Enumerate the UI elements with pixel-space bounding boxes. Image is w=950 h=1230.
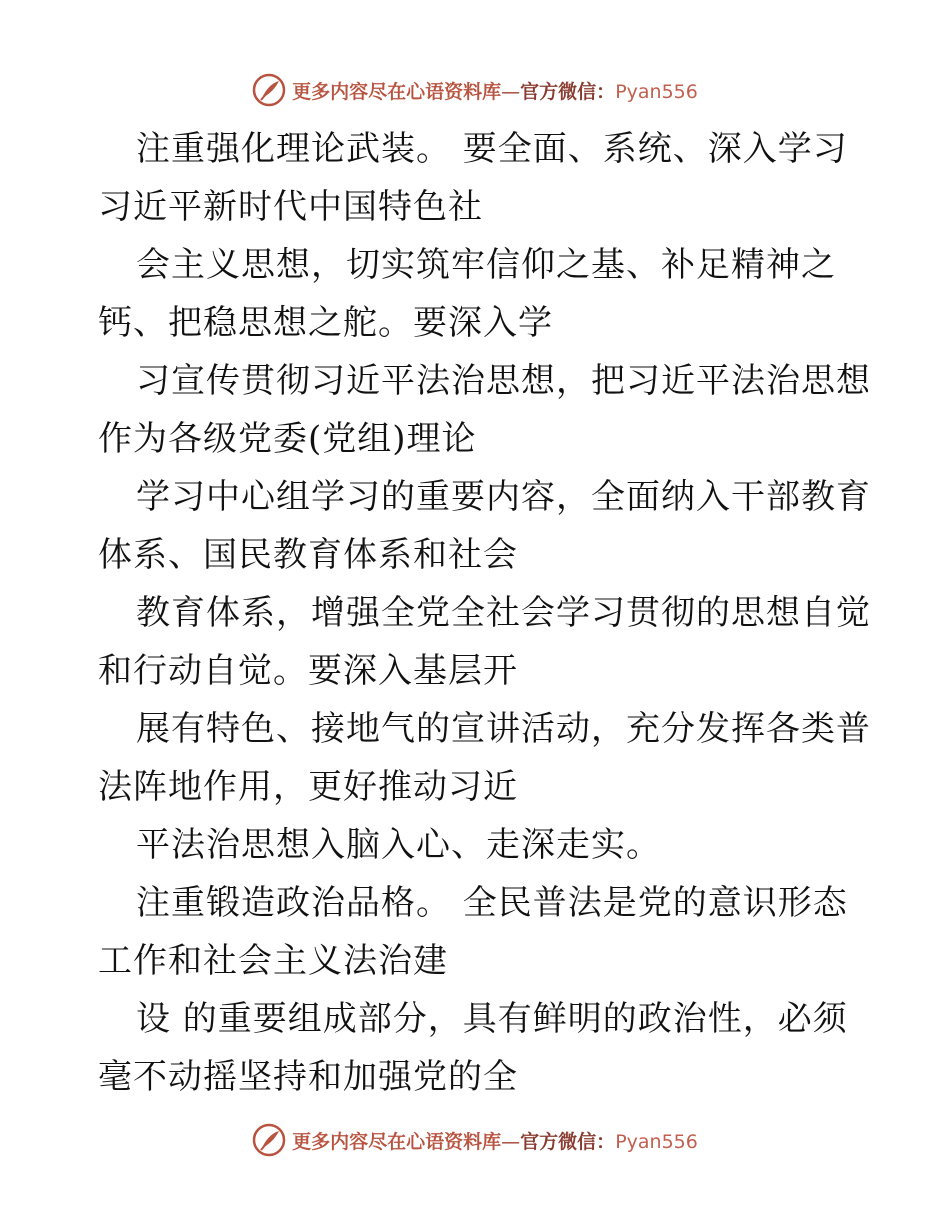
text-line: 钙、把稳思想之舵。要深入学 [98, 303, 553, 343]
text-line: 学习中心组学习的重要内容，全面纳入干部教育 [136, 477, 871, 517]
text-line: 注重锻造政治品格。 全民普法是党的意识形态 [136, 883, 848, 923]
feather-pen-logo-icon [252, 1123, 286, 1157]
watermark-text [292, 1127, 698, 1154]
text-line: 注重强化理论武装。 要全面、系统、深入学习 [136, 129, 848, 169]
watermark-wechat-label: 官方微信： [520, 80, 616, 103]
body-text [98, 120, 871, 1106]
text-line: 教育体系，增强全党全社会学习贯彻的思想自觉 [136, 593, 871, 633]
watermark-site-name: 更多内容尽在心语资料库 [292, 1130, 502, 1153]
text-line: 平法治思想入脑入心、走深走实。 [136, 825, 661, 865]
watermark-site-name: 更多内容尽在心语资料库 [292, 80, 502, 103]
text-line: 体系、国民教育体系和社会 [98, 535, 518, 575]
watermark-separator: — [501, 80, 521, 103]
footer-watermark [0, 1120, 950, 1160]
text-line: 作为各级党委(党组)理论 [98, 419, 477, 459]
feather-pen-logo-icon [252, 73, 286, 107]
header-watermark [0, 70, 950, 110]
text-line: 习宣传贯彻习近平法治思想，把习近平法治思想 [136, 361, 871, 401]
text-line: 法阵地作用，更好推动习近 [98, 767, 518, 807]
watermark-text [292, 77, 698, 104]
text-line: 毫不动摇坚持和加强党的全 [98, 1057, 518, 1097]
watermark-wechat-label: 官方微信： [520, 1130, 616, 1153]
watermark-wechat-id: Pyan556 [615, 1130, 698, 1153]
watermark-separator: — [501, 1130, 521, 1153]
document-body [98, 120, 871, 1106]
watermark-wechat-id: Pyan556 [615, 80, 698, 103]
text-line: 展有特色、接地气的宣讲活动，充分发挥各类普 [136, 709, 871, 749]
text-line: 和行动自觉。要深入基层开 [98, 651, 518, 691]
text-line: 会主义思想，切实筑牢信仰之基、补足精神之 [136, 245, 836, 285]
text-line: 工作和社会主义法治建 [98, 941, 448, 981]
text-line: 设 的重要组成部分，具有鲜明的政治性，必须 [136, 999, 848, 1039]
text-line: 习近平新时代中国特色社 [98, 187, 483, 227]
